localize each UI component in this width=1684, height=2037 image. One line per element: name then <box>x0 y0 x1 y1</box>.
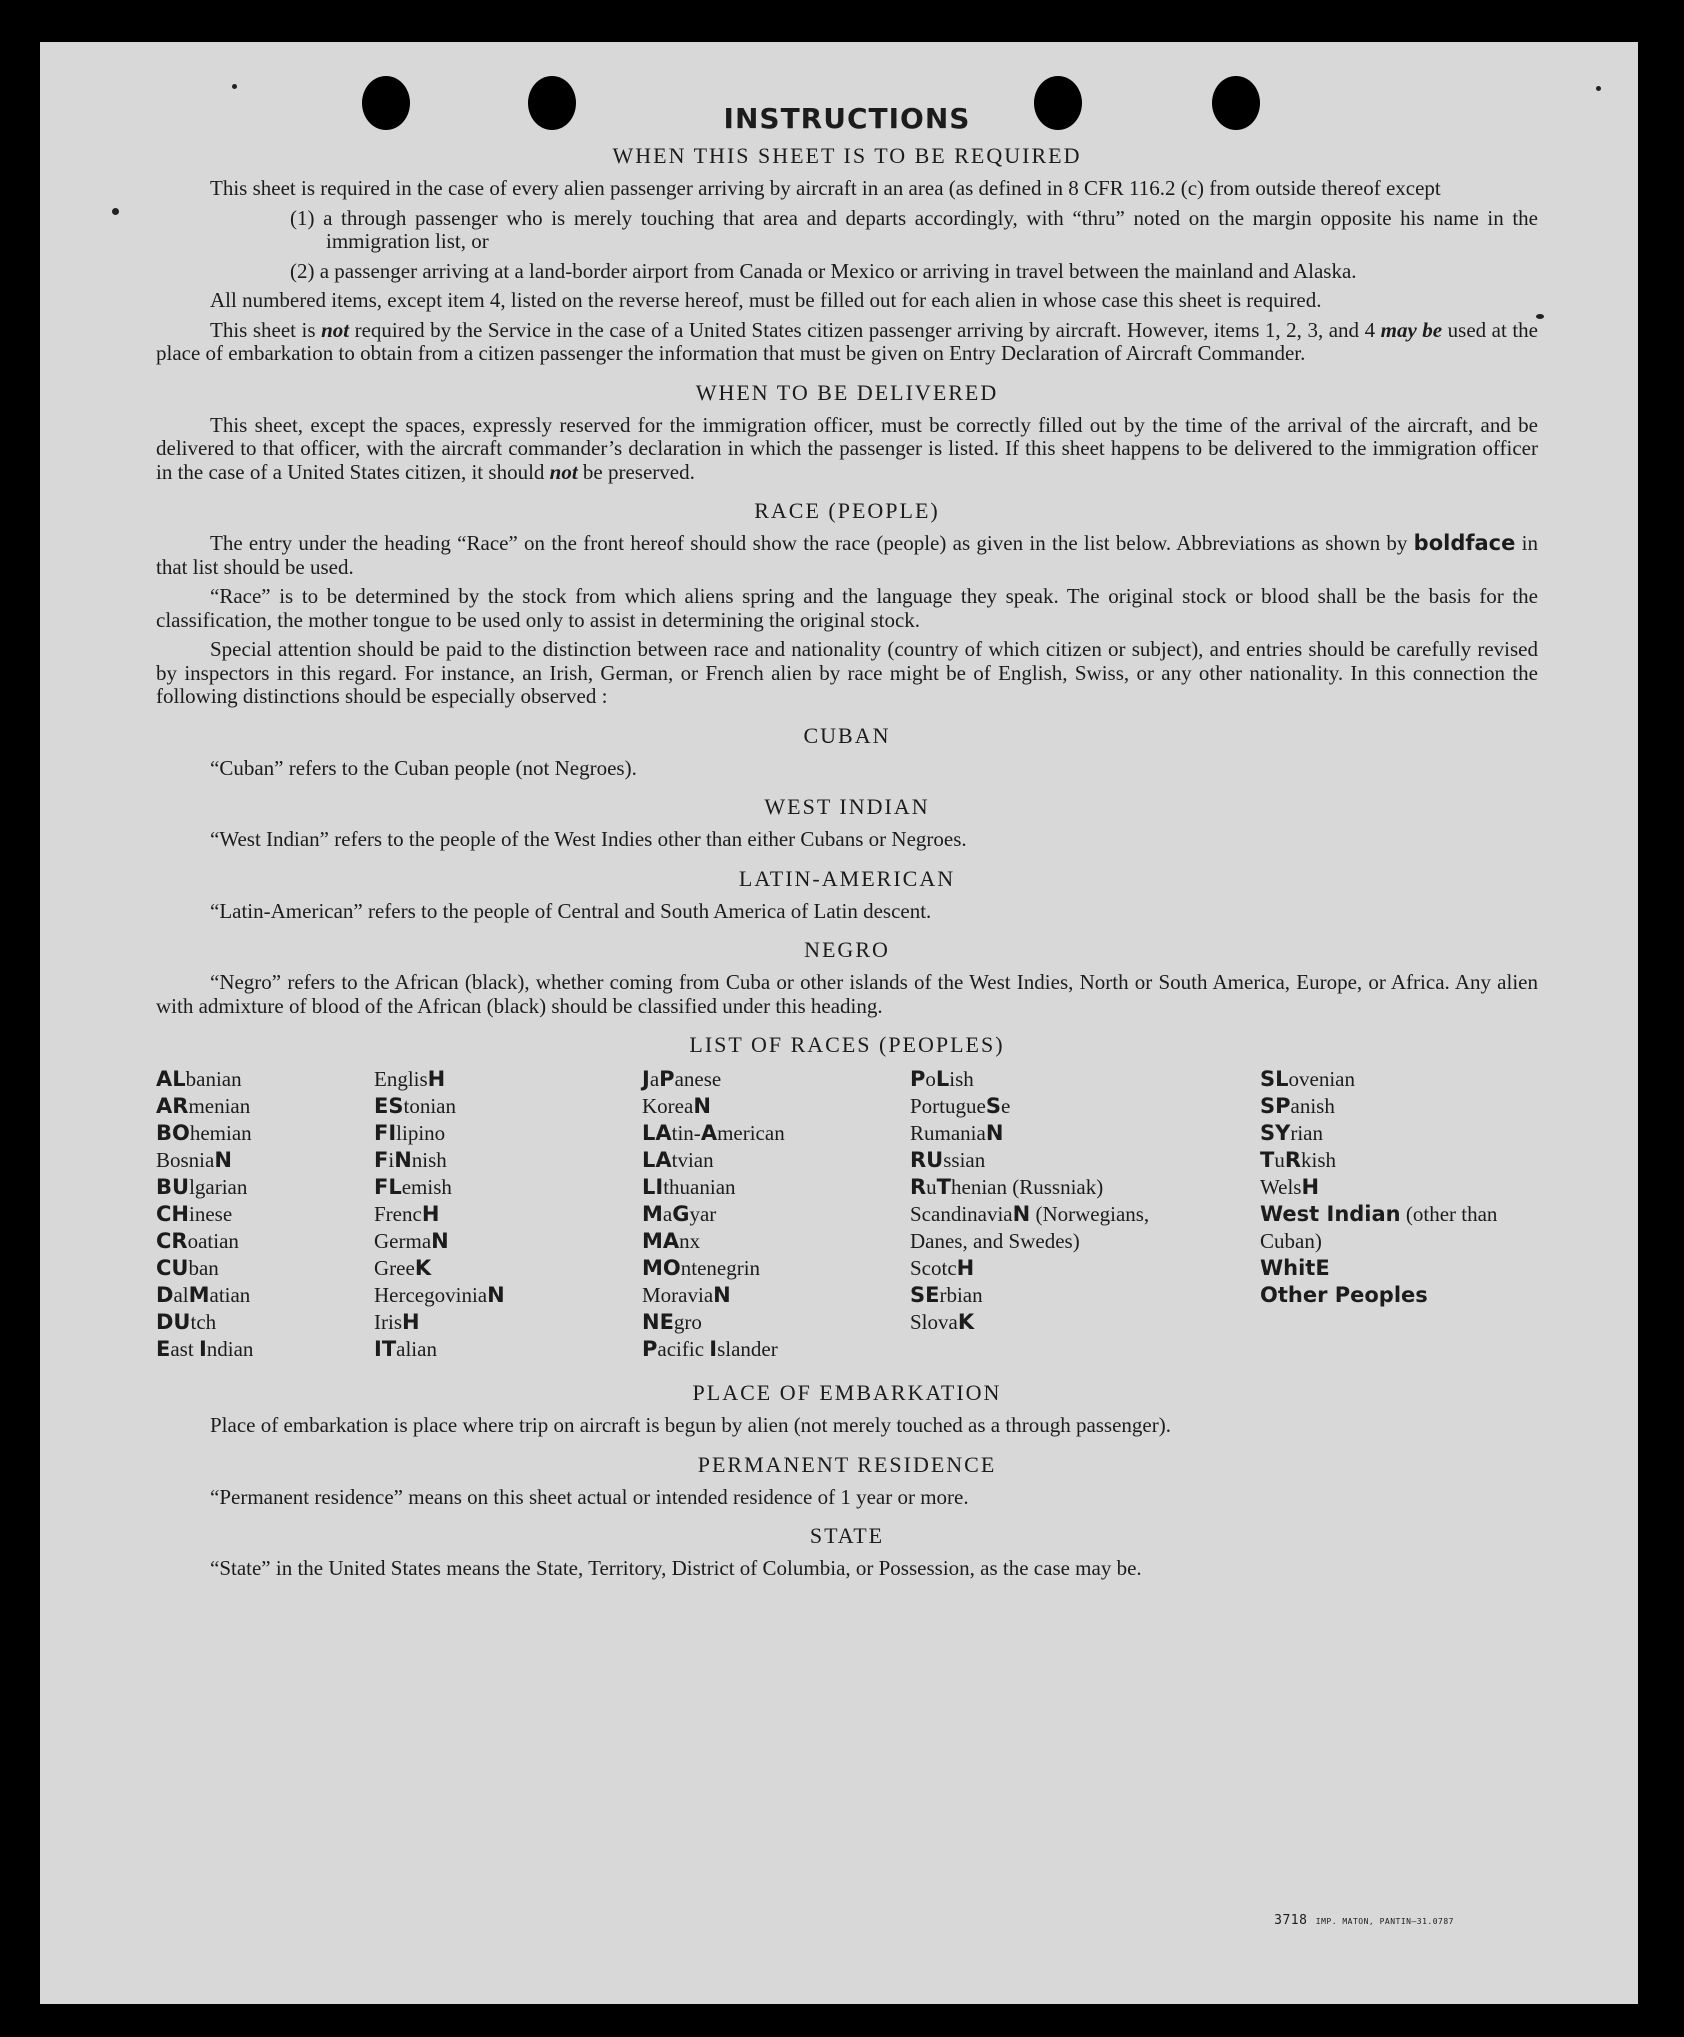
paragraph: The entry under the heading “Race” on the front hereof should show the race (people) as given in the list below. Abbreviations as shown by boldface in that list should be used. <box>156 531 1538 579</box>
race-entry: SErbian <box>910 1283 983 1307</box>
race-entry: BUlgarian <box>156 1175 248 1199</box>
exception-item-1: (1) a through passenger who is merely touching that area and departs accordingly, with “thru” noted on the margin opposite his name in the immigration list, or <box>290 205 1538 253</box>
exception-item-2: (2) a passenger arriving at a land-border airport from Canada or Mexico or arriving in travel between the mainland and Alaska. <box>290 258 1357 283</box>
paragraph: This sheet is required in the case of every alien passenger arriving by aircraft in an area (as defined in 8 CFR 116.2 (c) from outside thereof except <box>210 176 1441 200</box>
race-entry: TuRkish <box>1260 1148 1337 1172</box>
race-entry: SPanish <box>1260 1094 1335 1118</box>
race-entry: East Indian <box>156 1337 254 1361</box>
heading-when-required: WHEN THIS SHEET IS TO BE REQUIRED <box>612 143 1082 168</box>
race-entry: FLemish <box>374 1175 452 1199</box>
paragraph: This sheet is not required by the Service in the case of a United States citizen passenger arriving by aircraft. However, items 1, 2, 3, and 4 may be used at the place of embarkation to obtain from a citizen passenger the information that must be given on Entry Declaration of Aircraft Commander. <box>156 317 1539 365</box>
heading-race: RACE (PEOPLE) <box>754 498 940 523</box>
race-entry: CUban <box>156 1256 219 1280</box>
race-entry: WelsH <box>1260 1175 1320 1199</box>
paragraph: “Permanent residence” means on this sheet actual or intended residence of 1 year or more. <box>210 1484 969 1509</box>
speck <box>232 84 237 89</box>
race-entry: GreeK <box>374 1256 432 1280</box>
race-column <box>374 1066 594 1363</box>
paragraph: “Latin-American” refers to the people of Central and South America of Latin descent. <box>210 898 932 923</box>
race-entry: FiNnish <box>374 1148 447 1172</box>
heading-cuban: CUBAN <box>803 722 891 748</box>
heading-west-indian: WEST INDIAN <box>764 794 930 819</box>
race-entry: HercegoviniaN <box>374 1283 505 1307</box>
race-entry: PortugueSe <box>910 1094 1011 1118</box>
race-entry: WhitE <box>1260 1256 1330 1280</box>
race-entry: FrencH <box>374 1202 440 1226</box>
paragraph: “State” in the United States means the State, Territory, District of Columbia, or Possession, as the case may be. <box>210 1556 1142 1580</box>
race-entry: PoLish <box>910 1067 974 1091</box>
race-entry: NEgro <box>642 1310 702 1334</box>
heading-when-delivered: WHEN TO BE DELIVERED <box>695 379 999 405</box>
race-column <box>1260 1066 1500 1309</box>
race-entry: RuThenian (Russniak) <box>910 1175 1104 1199</box>
page-title: INSTRUCTIONS <box>723 102 971 135</box>
race-entry: CHinese <box>156 1202 233 1226</box>
race-column <box>642 1066 872 1363</box>
race-entry: FIlipino <box>374 1121 446 1145</box>
race-entry: ARmenian <box>156 1094 251 1118</box>
paragraph: Place of embarkation is place where trip on aircraft is begun by alien (not merely touched as a through passenger). <box>210 1413 1171 1437</box>
race-entry: ScandinaviaN (Norwegians, Danes, and Swedes) <box>910 1202 1150 1253</box>
race-entry: KoreaN <box>642 1094 711 1118</box>
heading-negro: NEGRO <box>804 937 890 962</box>
printer-footer <box>1274 1913 1454 1928</box>
race-entry: DalMatian <box>156 1283 251 1307</box>
race-entry: MAnx <box>642 1229 701 1253</box>
race-entry: ScotcH <box>910 1256 975 1280</box>
race-entry: EnglisH <box>374 1067 446 1091</box>
race-list <box>156 1066 1538 1366</box>
race-entry: MaGyar <box>642 1202 717 1226</box>
race-entry: BosniaN <box>156 1148 232 1172</box>
race-entry: GermaN <box>374 1229 449 1253</box>
race-entry: SlovaK <box>910 1310 975 1334</box>
race-entry: RUssian <box>910 1148 986 1172</box>
race-entry: LAtvian <box>642 1148 714 1172</box>
race-entry: MOntenegrin <box>642 1256 761 1280</box>
race-entry: IrisH <box>374 1310 420 1334</box>
printer-imprint: IMP. MATON, PANTIN–31.0787 <box>1315 1917 1454 1926</box>
race-column <box>156 1066 356 1363</box>
heading-state: STATE <box>809 1523 885 1548</box>
paragraph: “Negro” refers to the African (black), whether coming from Cuba or other islands of the West Indies, North or South America, Europe, or Africa. Any alien with admixture of blood of the African (black) should be classified under this heading. <box>156 970 1538 1018</box>
paragraph: All numbered items, except item 4, listed on the reverse hereof, must be filled out for each alien in whose case this sheet is required. <box>210 288 1322 312</box>
race-entry: MoraviaN <box>642 1283 731 1307</box>
race-entry: EStonian <box>374 1094 456 1118</box>
race-entry: ITalian <box>374 1337 437 1361</box>
race-entry: LIthuanian <box>642 1175 736 1199</box>
paragraph: This sheet, except the spaces, expressly reserved for the immigration officer, must be correctly filled out by the time of the arrival of the aircraft, and be delivered to that officer, with the aircraft commander’s declaration in which the passenger is listed. If this sheet happens to be delivered to the immigration officer in the case of a United States citizen, it should not be preserved. <box>156 412 1538 484</box>
heading-list-of-races: LIST OF RACES (PEOPLES) <box>689 1032 1005 1057</box>
form-number: 3718 <box>1274 1913 1308 1928</box>
heading-latin-american: LATIN-AMERICAN <box>738 865 956 891</box>
race-entry: CRoatian <box>156 1229 239 1253</box>
heading-permanent-residence: PERMANENT RESIDENCE <box>697 1451 997 1477</box>
race-entry: West Indian (other than Cuban) <box>1260 1202 1498 1253</box>
paragraph: “Race” is to be determined by the stock from which aliens spring and the language they speak. The original stock or blood shall be the basis for the classification, the mother tongue to be used only to assist in determining the original stock. <box>156 584 1538 632</box>
race-entry: DUtch <box>156 1310 217 1334</box>
race-entry: RumaniaN <box>910 1121 1004 1145</box>
race-entry: ALbanian <box>156 1067 242 1091</box>
race-entry: Other Peoples <box>1260 1283 1428 1307</box>
race-entry: SLovenian <box>1260 1067 1355 1091</box>
paragraph: “West Indian” refers to the people of the West Indies other than either Cubans or Negroes. <box>210 827 967 851</box>
paragraph: Special attention should be paid to the distinction between race and nationality (country of which citizen or subject), and entries should be carefully revised by inspectors in this regard. For instance, an Irish, German, or French alien by race might be of English, Swiss, or any other nationality. In this connection the following distinctions should be especially observed : <box>156 637 1538 708</box>
race-entry: SYrian <box>1260 1121 1323 1145</box>
instructions-content <box>156 102 1538 1587</box>
speck <box>1596 86 1601 91</box>
paragraph: “Cuban” refers to the Cuban people (not Negroes). <box>210 755 637 780</box>
speck <box>112 208 119 215</box>
heading-embarkation: PLACE OF EMBARKATION <box>692 1380 1002 1405</box>
race-column <box>910 1066 1196 1336</box>
race-entry: JaPanese <box>642 1067 722 1091</box>
race-entry: BOhemian <box>156 1121 252 1145</box>
document-sheet <box>40 42 1638 2004</box>
race-entry: LAtin-American <box>642 1121 785 1145</box>
race-entry: Pacific Islander <box>642 1337 778 1361</box>
